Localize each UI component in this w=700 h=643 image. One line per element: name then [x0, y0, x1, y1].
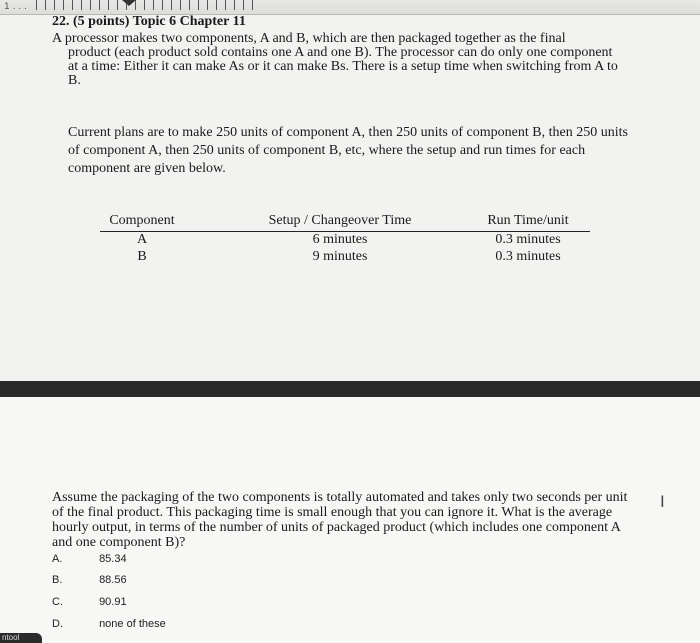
ruler: [0, 0, 700, 15]
choice-text: none of these: [99, 618, 166, 630]
intro-rest: product (each product sold contains one A and one B). The processor can do only one component at a time: Either it can make As or it can make Bs. There is a setup time when switching from A to B.: [68, 45, 618, 88]
cell-component: A: [136, 232, 148, 247]
choice-letter: A.: [52, 553, 63, 565]
text-cursor-icon: I: [660, 492, 665, 511]
cell-setup: 9 minutes: [312, 249, 368, 264]
corner-tab[interactable]: ntool: [0, 633, 42, 643]
intro-line-1: A processor makes two components, A and B, which are then packaged together as the final: [52, 31, 566, 46]
choice-text: 90.91: [99, 596, 127, 608]
question-prompt: Assume the packaging of the two components is totally automated and takes only two seconds per unit of the final product. This packaging time is small enough that you can ignore it. What is the average hourly output, in terms of the number of units of packaged product (which includes one component A and one component B)?: [52, 490, 628, 550]
table-header: [100, 213, 590, 232]
ruler-ticks: [36, 0, 256, 10]
cell-run: 0.3 minutes: [495, 249, 561, 264]
choice-c[interactable]: [52, 596, 127, 608]
cell-run: 0.3 minutes: [495, 232, 561, 247]
choice-text: 88.56: [99, 574, 127, 586]
page-divider: [0, 381, 700, 397]
choice-a[interactable]: [52, 553, 127, 565]
header-run-time: Run Time/unit: [487, 213, 569, 228]
header-component: Component: [109, 213, 175, 228]
question-intro: [52, 32, 618, 88]
question-title: 22. (5 points) Topic 6 Chapter 11: [52, 14, 246, 29]
choice-b[interactable]: [52, 574, 127, 586]
header-setup-time: Setup / Changeover Time: [268, 213, 412, 228]
table-row: [100, 232, 590, 249]
choice-letter: D.: [52, 618, 63, 630]
setup-run-table: [100, 213, 590, 266]
cell-setup: 6 minutes: [312, 232, 368, 247]
ruler-dots: 1 . . .: [4, 2, 27, 12]
choice-text: 85.34: [99, 553, 127, 565]
current-plans: Current plans are to make 250 units of component A, then 250 units of component B, then 250 units of component A, then 250 units of component B, etc, where the setup and run times for each component are given below.: [68, 125, 628, 176]
cell-component: B: [137, 249, 147, 264]
choice-letter: C.: [52, 596, 63, 608]
choice-letter: B.: [52, 574, 63, 586]
choice-d[interactable]: [52, 618, 166, 630]
table-row: [100, 249, 590, 266]
